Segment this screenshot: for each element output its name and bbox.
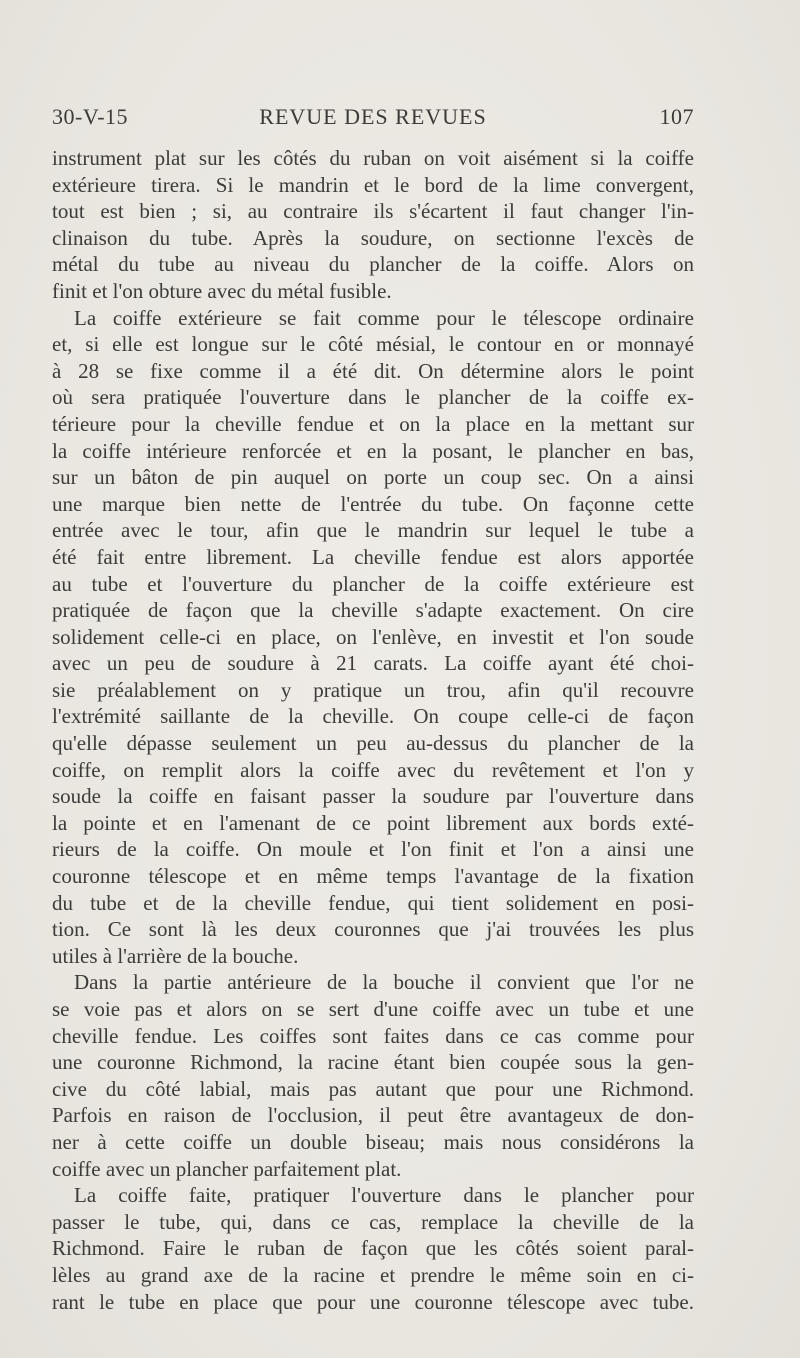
header-title: REVUE DES REVUES	[259, 104, 487, 129]
text-line: rant le tube en place que pour une couronne télescope avec tube.	[52, 1289, 694, 1314]
text-line: au tube et l'ouverture du plancher de la coiffe extérieure est	[52, 571, 694, 596]
header-date: 30-V-15	[52, 104, 129, 129]
text-line: coiffe, on remplit alors la coiffe avec du revêtement et l'on y	[52, 757, 694, 782]
paragraph	[52, 1182, 694, 1315]
text-line: utiles à l'arrière de la bouche.	[52, 943, 299, 968]
text-line: sur un bâton de pin auquel on porte un coup sec. On a ainsi	[52, 465, 694, 490]
text-line: métal du tube au niveau du plancher de la coiffe. Alors on	[52, 252, 694, 277]
text-line: lèles au grand axe de la racine et prendre le même soin en ci-	[52, 1262, 694, 1287]
text-line: Dans la partie antérieure de la bouche il convient que l'or ne	[74, 970, 694, 995]
text-line: finit et l'on obture avec du métal fusible.	[52, 278, 392, 303]
text-line: instrument plat sur les côtés du ruban on voit aisément si la coiffe	[52, 146, 694, 170]
text-line: la coiffe intérieure renforcée et en la posant, le plancher en bas,	[52, 438, 694, 463]
paragraph	[52, 305, 694, 970]
text-line: clinaison du tube. Après la soudure, on sectionne l'excès de	[52, 225, 694, 250]
text-line: avec un peu de soudure à 21 carats. La coiffe ayant été choi-	[52, 651, 694, 676]
text-line: térieure pour la cheville fendue et on la place en la mettant sur	[52, 411, 694, 436]
body-text	[52, 145, 694, 1315]
text-line: entrée avec le tour, afin que le mandrin sur lequel le tube a	[52, 518, 694, 543]
text-line: une marque bien nette de l'entrée du tube. On façonne cette	[52, 491, 694, 516]
running-header	[52, 104, 694, 136]
text-line: tion. Ce sont là les deux couronnes que j'ai trouvées les plus	[52, 917, 694, 942]
text-line: cheville fendue. Les coiffes sont faites dans ce cas comme pour	[52, 1023, 694, 1048]
text-line: extérieure tirera. Si le mandrin et le bord de la lime convergent,	[52, 172, 694, 197]
text-line: qu'elle dépasse seulement un peu au-dessus du plancher de la	[52, 731, 694, 756]
text-line: La coiffe extérieure se fait comme pour le télescope ordinaire	[74, 305, 694, 330]
paragraph	[52, 969, 694, 1182]
text-line: sie préalablement on y pratique un trou, afin qu'il recouvre	[52, 677, 694, 702]
text-line: du tube et de la cheville fendue, qui tient solidement en posi-	[52, 890, 694, 915]
text-line: ner à cette coiffe un double biseau; mais nous considérons la	[52, 1129, 694, 1154]
text-line: rieurs de la coiffe. On moule et l'on finit et l'on a ainsi une	[52, 837, 694, 862]
text-line: cive du côté labial, mais pas autant que pour une Richmond.	[52, 1076, 694, 1101]
text-line: pratiquée de façon que la cheville s'adapte exactement. On cire	[52, 598, 694, 623]
text-line: soude la coiffe en faisant passer la soudure par l'ouverture dans	[52, 784, 694, 809]
text-line: se voie pas et alors on se sert d'une coiffe avec un tube et une	[52, 997, 694, 1021]
text-line: à 28 se fixe comme il a été dit. On détermine alors le point	[52, 358, 694, 383]
text-line: la pointe et en l'amenant de ce point librement aux bords exté-	[52, 810, 694, 835]
text-line: où sera pratiquée l'ouverture dans le plancher de la coiffe ex-	[52, 385, 694, 410]
text-line: l'extrémité saillante de la cheville. On coupe celle-ci de façon	[52, 704, 694, 729]
text-line: tout est bien ; si, au contraire ils s'écartent il faut changer l'in-	[52, 199, 694, 224]
text-line: couronne télescope et en même temps l'avantage de la fixation	[52, 864, 694, 889]
text-line: coiffe avec un plancher parfaitement plat.	[52, 1156, 402, 1181]
paragraph	[52, 145, 694, 305]
text-line: une couronne Richmond, la racine étant bien coupée sous la gen-	[52, 1050, 694, 1075]
text-line: Parfois en raison de l'occlusion, il peut être avantageux de don-	[52, 1103, 694, 1128]
page-number: 107	[659, 104, 694, 129]
text-line: La coiffe faite, pratiquer l'ouverture dans le plancher pour	[74, 1183, 694, 1208]
text-line: été fait entre librement. La cheville fendue est alors apportée	[52, 544, 694, 569]
text-line: et, si elle est longue sur le côté mésial, le contour en or monnayé	[52, 332, 694, 357]
text-line: passer le tube, qui, dans ce cas, remplace la cheville de la	[52, 1209, 694, 1234]
text-line: solidement celle-ci en place, on l'enlève, en investit et l'on soude	[52, 624, 694, 649]
text-line: Richmond. Faire le ruban de façon que les côtés soient paral-	[52, 1236, 694, 1261]
